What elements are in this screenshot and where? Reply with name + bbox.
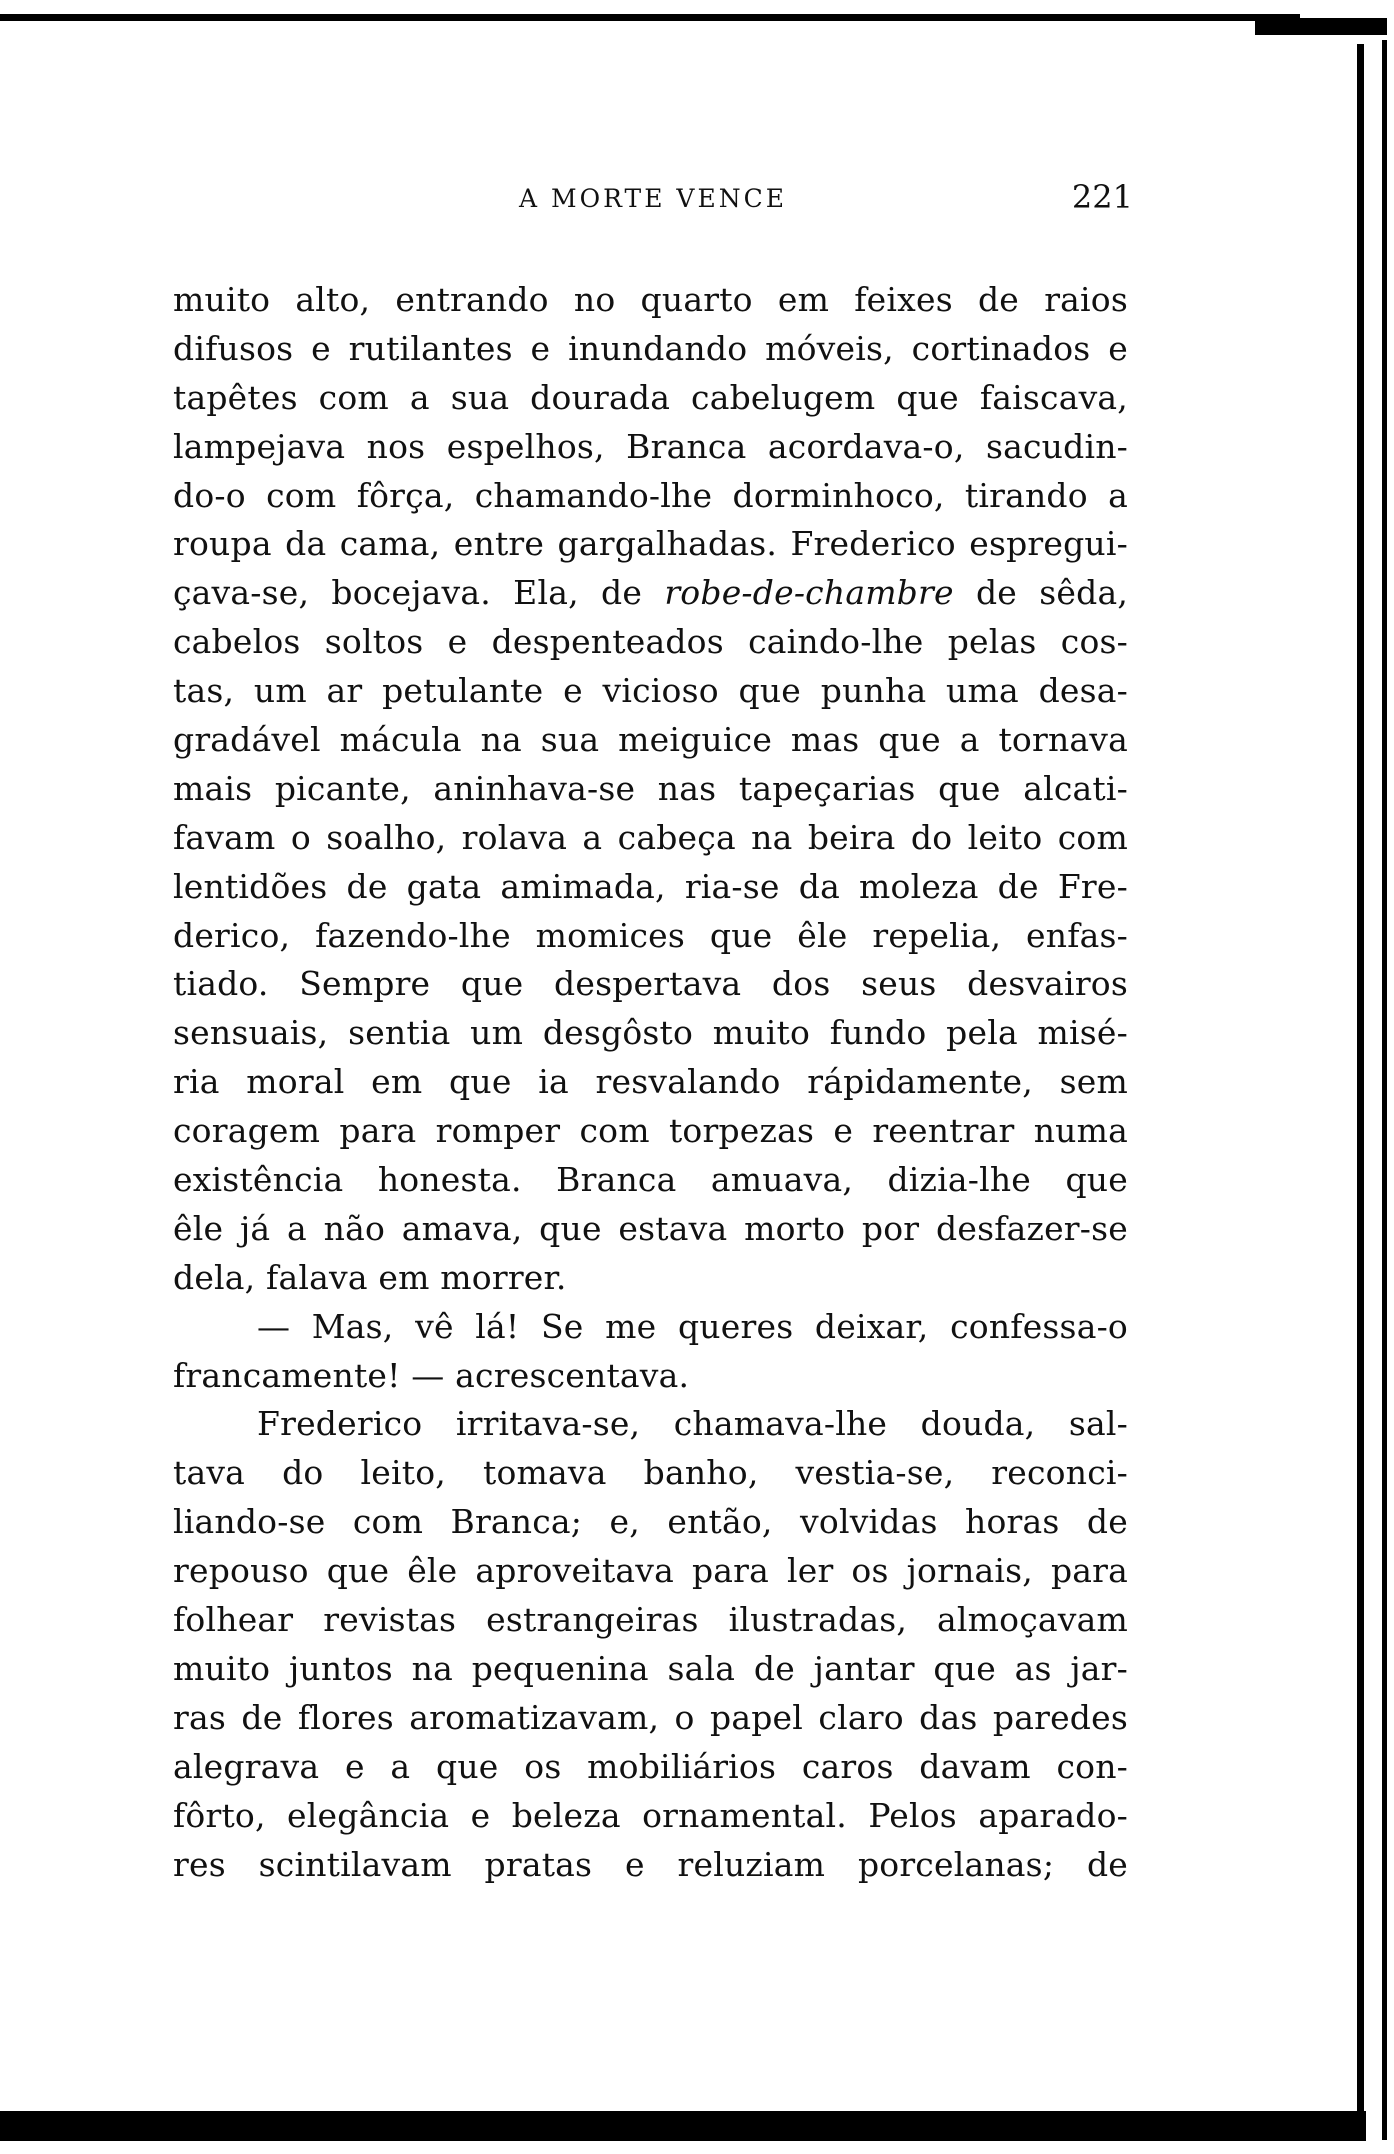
page-edge-top-corner	[1255, 18, 1387, 35]
text-line: coragem para romper com torpezas e reentrar numa	[173, 1111, 1128, 1151]
text-line	[173, 569, 1128, 618]
text-line: lampejava nos espelhos, Branca acordava-o, sacudin-	[173, 426, 1128, 466]
text-line: alegrava e a que os mobiliários caros davam con-	[173, 1746, 1128, 1786]
text-line: muito alto, entrando no quarto em feixes de raios	[173, 280, 1128, 319]
page-number: 221	[1071, 178, 1133, 216]
page-edge-right-outer	[1382, 40, 1387, 2140]
dialogue-line: — Mas, vê lá! Se me queres deixar, confessa-o	[257, 1306, 1128, 1346]
book-title: A MORTE VENCE	[519, 184, 787, 213]
dialogue-line: francamente! — acrescentava.	[173, 1355, 690, 1395]
text-line: Frederico irritava-se, chamava-lhe douda, sal-	[257, 1404, 1128, 1444]
text-line: difusos e rutilantes e inundando móveis, cortinados e	[173, 328, 1128, 368]
text-line: existência honesta. Branca amuava, dizia-lhe que	[173, 1160, 1128, 1200]
text-line: sensuais, sentia um desgôsto muito fundo pela misé-	[173, 1013, 1128, 1053]
text-line: res scintilavam pratas e reluziam porcelanas; de	[173, 1844, 1128, 1884]
text-line: favam o soalho, rolava a cabeça na beira do leito com	[173, 817, 1128, 857]
text-line: liando-se com Branca; e, então, volvidas horas de	[173, 1502, 1128, 1542]
running-head	[173, 178, 1133, 218]
text-line: cabelos soltos e despenteados caindo-lhe pelas cos-	[173, 622, 1128, 662]
text-line: do-o com fôrça, chamando-lhe dorminhoco, tirando a	[173, 475, 1128, 515]
text-line: ras de flores aromatizavam, o papel claro das paredes	[173, 1697, 1128, 1737]
text-segment: çava-se, bocejava. Ela, de	[173, 573, 665, 613]
text-line: tapêtes com a sua dourada cabelugem que faiscava,	[173, 377, 1128, 417]
page-edge-right-inner	[1357, 44, 1364, 2139]
text-line: tas, um ar petulante e vicioso que punha uma desa-	[173, 671, 1128, 711]
text-line: roupa da cama, entre gargalhadas. Frederico espregui-	[173, 524, 1128, 564]
text-line: tava do leito, tomava banho, vestia-se, reconci-	[173, 1453, 1128, 1493]
page-edge-top	[0, 14, 1300, 21]
text-segment: de sêda,	[953, 573, 1129, 613]
text-line: derico, fazendo-lhe momices que êle repelia, enfas-	[173, 915, 1128, 955]
text-line: folhear revistas estrangeiras ilustradas, almoçavam	[173, 1600, 1128, 1640]
text-line: tiado. Sempre que despertava dos seus desvairos	[173, 964, 1128, 1004]
text-line: dela, falava em morrer.	[173, 1257, 567, 1297]
body-text	[173, 276, 1128, 1889]
italic-phrase: robe-de-chambre	[664, 573, 954, 613]
text-line: fôrto, elegância e beleza ornamental. Pelos aparado-	[173, 1795, 1128, 1835]
text-line: gradável mácula na sua meiguice mas que a tornava	[173, 720, 1128, 760]
text-line: ria moral em que ia resvalando rápidamente, sem	[173, 1062, 1128, 1102]
text-line: mais picante, aninhava-se nas tapeçarias que alcati-	[173, 768, 1128, 808]
text-line: muito juntos na pequenina sala de jantar que as jar-	[173, 1648, 1128, 1688]
page-edge-bottom	[0, 2111, 1366, 2141]
text-line: êle já a não amava, que estava morto por desfazer-se	[173, 1208, 1128, 1248]
text-line: lentidões de gata amimada, ria-se da moleza de Fre-	[173, 866, 1128, 906]
text-line: repouso que êle aproveitava para ler os jornais, para	[173, 1551, 1128, 1591]
